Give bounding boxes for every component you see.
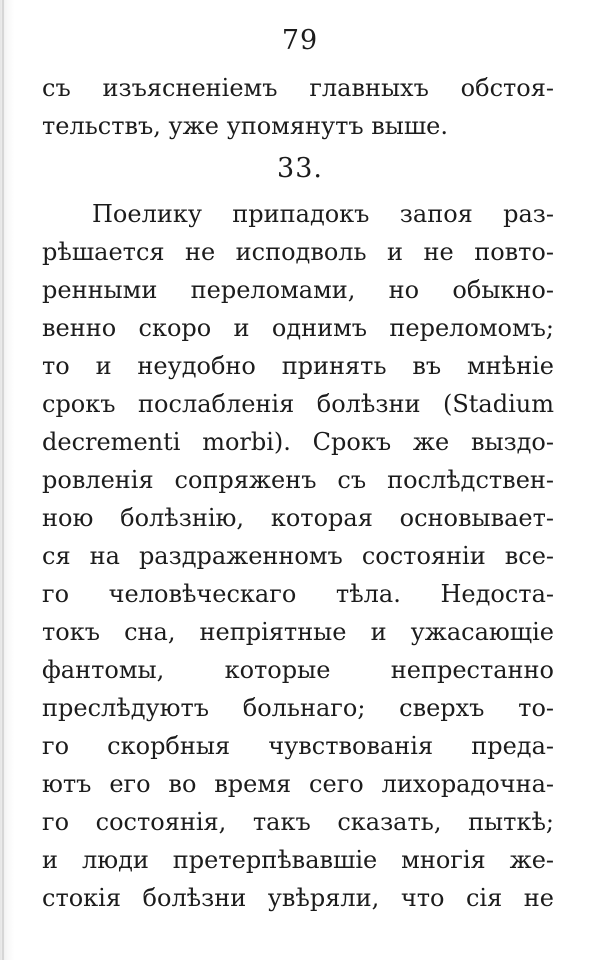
text-line-6: венно скоро и однимъ переломомъ;: [42, 314, 554, 342]
page-number: 79: [281, 25, 319, 56]
paragraph-first-line: Поелику припадокъ запоя раз-: [92, 200, 554, 228]
text-line-2: тельствъ, уже упомянутъ выше.: [42, 112, 449, 140]
text-line-19: го состоянія, такъ сказать, пыткѣ;: [42, 808, 554, 836]
text-line-13: го человѣческаго тѣла. Недоста-: [42, 580, 554, 608]
text-line-1: съ изъясненіемъ главныхъ обстоя-: [42, 74, 554, 102]
text-line-11: ною болѣзнію, которая основывает-: [42, 504, 554, 532]
text-line-8: срокъ послабленія болѣзни (Stadium: [42, 390, 554, 418]
text-line-16: преслѣдуютъ больнаго; сверхъ то-: [42, 694, 554, 722]
text-line-10: ровленія сопряженъ съ послѣдствен-: [42, 466, 554, 494]
text-line-9: decrementi morbi). Срокъ же выздо-: [42, 428, 554, 456]
text-line-14: токъ сна, непріятные и ужасающіе: [42, 618, 554, 646]
text-line-4: рѣшается не исподволь и не повто-: [42, 238, 554, 266]
text-line-12: ся на раздраженномъ состояніи все-: [42, 542, 554, 570]
text-line-15: фантомы, которые непрестанно: [42, 656, 554, 684]
text-line-21: стокія болѣзни увѣряли, что сія не: [42, 884, 554, 912]
text-line-17: го скорбныя чувствованія преда-: [42, 732, 554, 760]
text-line-18: ютъ его во время сего лихорадочна-: [42, 770, 554, 798]
text-line-7: то и неудобно принять въ мнѣніе: [42, 352, 554, 380]
text-line-5: ренными переломами, но обыкно-: [42, 276, 554, 304]
section-number: 33.: [277, 153, 323, 184]
text-line-20: и люди претерпѣвавшіе многія же-: [42, 846, 554, 874]
page-gutter-shadow: [2, 0, 4, 960]
